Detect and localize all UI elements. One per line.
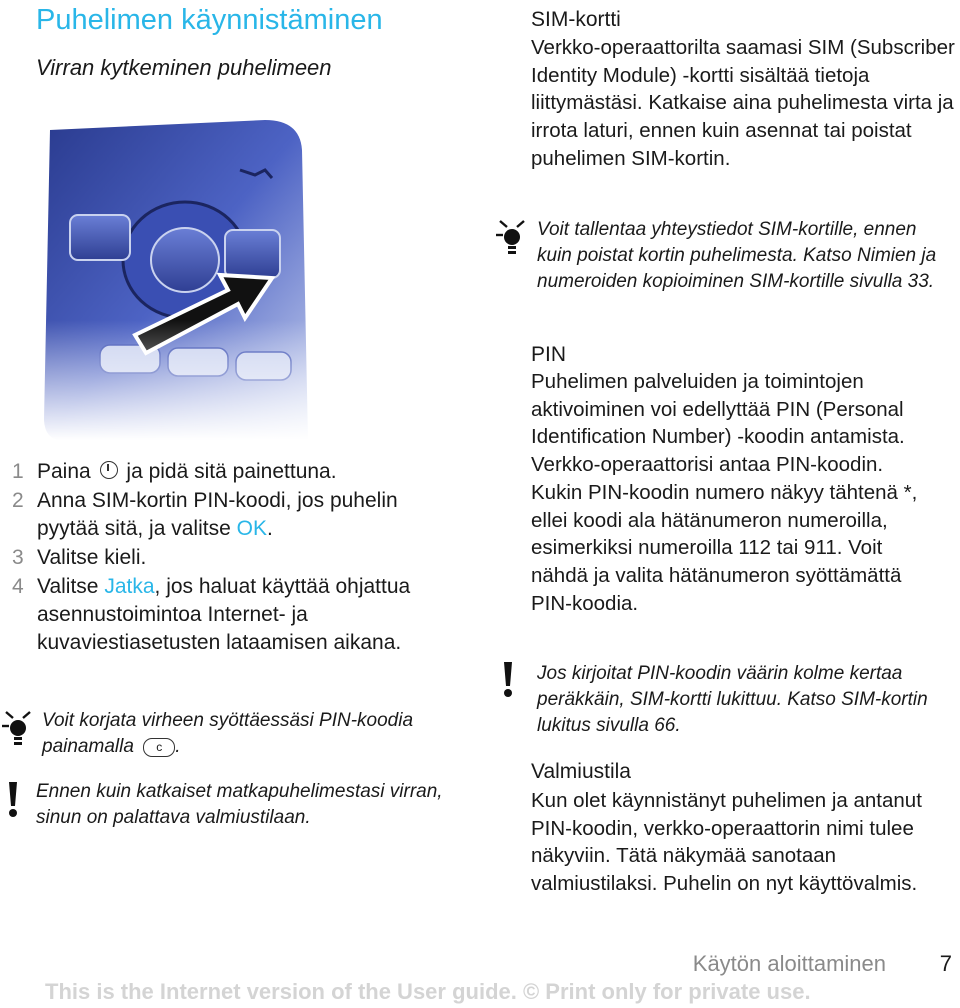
step-number: 4	[12, 575, 24, 598]
standby-heading: Valmiustila	[531, 760, 631, 783]
phone-illustration	[40, 120, 340, 440]
tip-lightbulb-icon	[496, 215, 528, 257]
step-1	[12, 458, 452, 486]
softkey-jatka-label: Jatka	[104, 575, 155, 598]
clear-key-icon: c	[143, 738, 175, 757]
warning-exclamation-icon	[8, 782, 18, 818]
step-number: 1	[12, 460, 24, 483]
watermark: This is the Internet version of the User guide. © Print only for private use.	[45, 979, 811, 1004]
step-text: ja pidä sitä painettuna.	[126, 460, 337, 483]
tip-text: Voit korjata virheen syöttäessäsi PIN-koodia painamalla	[42, 710, 414, 757]
step-text: Valitse	[37, 575, 99, 598]
tip-text: .	[175, 736, 181, 757]
sim-body: Verkko-operaattorilta saamasi SIM (Subscriber Identity Module) -kortti sisältää tietoja liittymästäsi. Katkaise aina puhelimesta virta ja irrota laturi, ennen kuin asennat tai poistat puhelimen SIM-kortin.	[531, 36, 955, 170]
power-key-icon	[100, 461, 118, 479]
page-title: Puhelimen käynnistäminen	[36, 4, 383, 36]
step-number: 2	[12, 489, 24, 512]
softkey-ok-label: OK	[236, 517, 267, 540]
step-text: Paina	[37, 460, 91, 483]
sim-heading: SIM-kortti	[531, 8, 621, 31]
section-subtitle: Virran kytkeminen puhelimeen	[36, 55, 332, 80]
step-3	[12, 544, 452, 572]
standby-body: Kun olet käynnistänyt puhelimen ja antanut PIN-koodin, verkko-operaattorin nimi tulee näkyviin. Tätä näkymää sanotaan valmiustilaksi. Puhelin on nyt käyttövalmis.	[531, 789, 922, 896]
footer-section-title: Käytön aloittaminen	[692, 951, 886, 976]
step-number: 3	[12, 546, 24, 569]
standby-warning: Ennen kuin katkaiset matkapuhelimestasi virran, sinun on palattava valmiustilaan.	[36, 781, 443, 828]
steps-list	[12, 458, 452, 658]
pin-correction-tip	[42, 708, 442, 760]
pin-lock-warning: Jos kirjoitat PIN-koodin väärin kolme kertaa peräkkäin, SIM-kortti lukittuu. Katso SIM-kortin lukitus sivulla 66.	[537, 663, 928, 736]
step-2	[12, 487, 452, 543]
pin-body: Puhelimen palveluiden ja toimintojen aktivoiminen voi edellyttää PIN (Personal Identification Number) -koodin antamista. Verkko-operaattorisi antaa PIN-koodin. Kukin PIN-koodin numero näkyy tähtenä *, ellei koodi ala hätänumeron numeroilla, esimerkiksi numeroilla 112 tai 911. Voit nähdä ja valita hätänumeron syöttämättä PIN-koodia.	[531, 370, 918, 615]
pin-heading: PIN	[531, 343, 567, 366]
step-4	[12, 573, 452, 657]
step-text: Anna SIM-kortin PIN-koodi, jos puhelin pyytää sitä, ja valitse	[37, 489, 398, 540]
step-text: , jos haluat käyttää ohjattua asennustoimintoa Internet- ja kuvaviestiasetusten lataamisen aikana.	[37, 575, 411, 654]
page-number: 7	[939, 951, 952, 976]
step-text: .	[266, 517, 273, 540]
tip-lightbulb-icon	[2, 706, 34, 748]
step-text: Valitse kieli.	[37, 546, 147, 569]
sim-contacts-tip: Voit tallentaa yhteystiedot SIM-kortille, ennen kuin poistat kortin puhelimesta. Katso Nimien ja numeroiden kopioiminen SIM-kortille sivulla 33.	[537, 219, 937, 292]
warning-exclamation-icon	[503, 662, 513, 698]
